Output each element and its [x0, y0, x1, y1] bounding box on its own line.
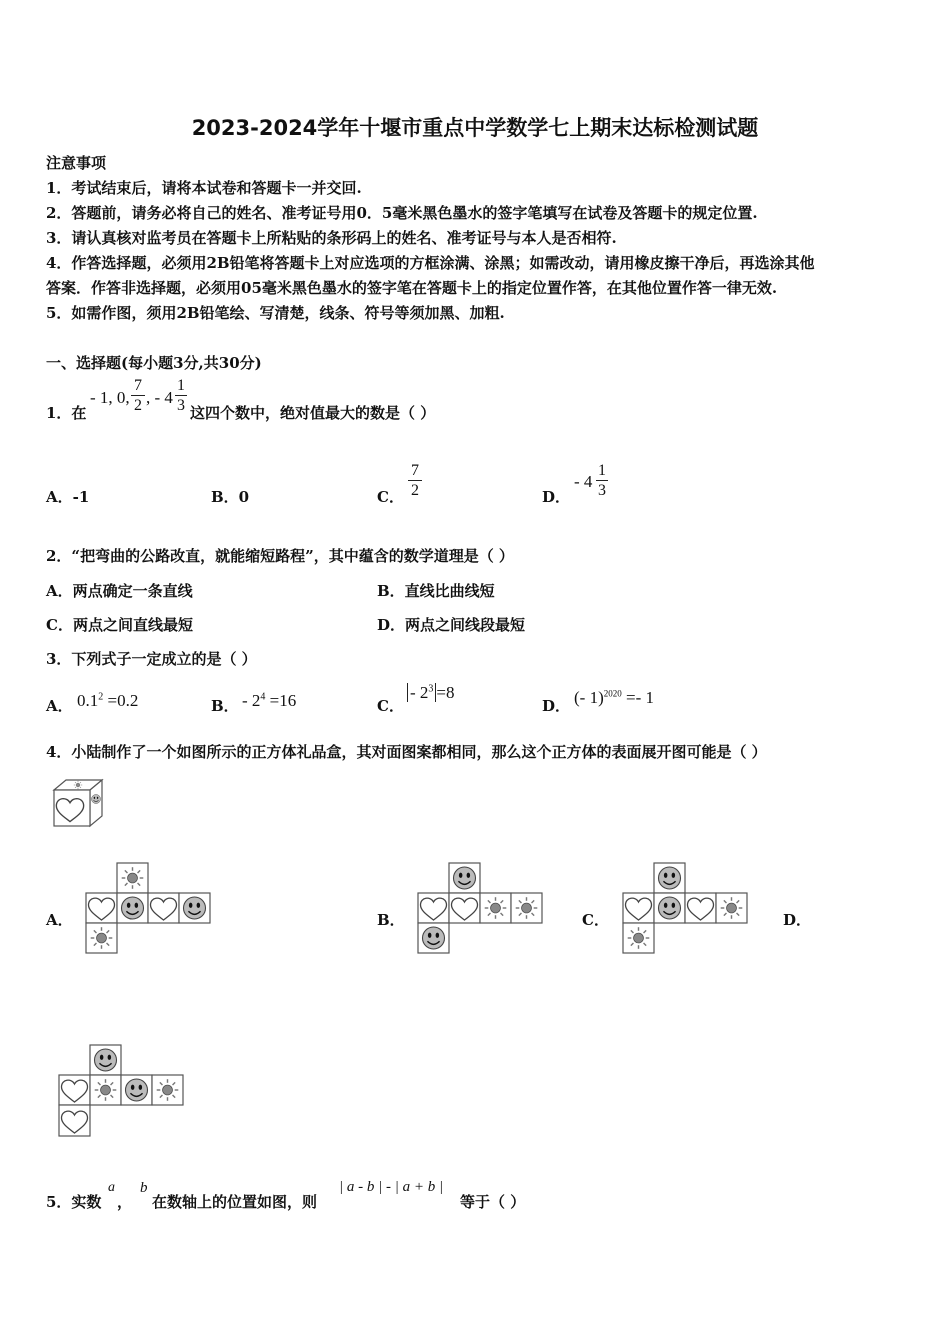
sun-icon — [157, 1079, 179, 1101]
q5-expression: | a - b | - | a + b | — [339, 1179, 444, 1195]
rest: =- 1 — [621, 688, 654, 707]
fraction-bar — [131, 395, 145, 396]
q1-stem: 这四个数中，绝对值最大的数是（ ） — [190, 404, 436, 422]
fraction-denominator: 2 — [411, 482, 419, 499]
q1-mixed-fraction — [175, 377, 187, 414]
q2-option-c: C．两点之间直线最短 — [46, 616, 193, 634]
q4-option-a-label: A． — [46, 911, 73, 929]
fraction-numerator: 7 — [411, 462, 419, 479]
sun-icon — [122, 867, 144, 889]
exponent: 2 — [98, 691, 104, 703]
q3-option-b-expr — [242, 691, 296, 711]
q5-comma: ， — [117, 1193, 133, 1211]
q1-option-c: C． — [377, 488, 404, 506]
q4-net-c — [622, 862, 752, 956]
q1-list-mid: , - 4 — [146, 388, 173, 407]
fraction-bar — [175, 395, 187, 396]
smile-icon — [659, 897, 681, 919]
q1-option-b: B．0 — [211, 488, 250, 506]
fraction-numerator: 1 — [177, 377, 185, 394]
exponent: 4 — [260, 691, 266, 703]
notice-item: 4．作答选择题，必须用2B铅笔将答题卡上对应选项的方框涂满、涂黑；如需改动，请用橡皮擦干净后，再选涂其他 — [46, 254, 815, 272]
notice-item: 1．考试结束后，请将本试卷和答题卡一并交回. — [46, 179, 362, 197]
q1-option-d-whole: - 4 — [574, 472, 593, 491]
q4-stem: 4．小陆制作了一个如图所示的正方体礼品盒，其对面图案都相同，那么这个正方体的表面展开图可能是（ ） — [46, 743, 767, 761]
sun-icon — [91, 927, 113, 949]
q5-var-a: a — [108, 1180, 115, 1195]
notice-item: 答案．作答非选择题，必须用05毫米黑色墨水的签字笔在答题卡上的指定位置作答，在其他位置作答一律无效. — [46, 279, 778, 297]
q3-option-d-label: D． — [542, 697, 571, 715]
notice-item: 3．请认真核对监考员在答题卡上所粘贴的条形码上的姓名、准考证号与本人是否相符. — [46, 229, 617, 247]
fraction-numerator: 7 — [134, 377, 142, 394]
q1-option-d-fraction — [596, 462, 608, 499]
rest: =8 — [436, 683, 455, 702]
q4-option-c-label: C． — [582, 911, 609, 929]
q4-net-d — [58, 1044, 188, 1140]
smile-icon — [659, 867, 681, 889]
absolute-value — [407, 683, 436, 702]
q1-option-a: A．-1 — [46, 488, 90, 506]
q1-list-prefix: - 1, 0, — [90, 388, 130, 407]
q1-number: 1．在 — [46, 404, 87, 422]
q3-option-a-label: A． — [46, 697, 73, 715]
fraction-bar — [408, 480, 422, 481]
notice-item: 5．如需作图，须用2B铅笔绘、写清楚，线条、符号等须加黑、加粗. — [46, 304, 505, 322]
q3-option-c-label: C． — [377, 697, 404, 715]
q5-end-text: 等于（ ） — [460, 1193, 526, 1211]
exponent: 2020 — [603, 688, 622, 699]
smile-icon — [92, 795, 101, 804]
smile-icon — [122, 897, 144, 919]
fraction-denominator: 3 — [177, 397, 185, 414]
smile-icon — [454, 867, 476, 889]
q2-option-b: B．直线比曲线短 — [377, 582, 495, 600]
q3-option-a-expr — [77, 691, 138, 711]
q3-option-c-expr — [407, 683, 455, 703]
rest: =16 — [265, 691, 297, 710]
smile-icon — [126, 1079, 148, 1101]
q4-option-b-label: B． — [377, 911, 405, 929]
q2-option-d: D．两点之间线段最短 — [377, 616, 526, 634]
q2-option-a: A．两点确定一条直线 — [46, 582, 193, 600]
q5-mid-text: 在数轴上的位置如图，则 — [152, 1193, 318, 1211]
q3-option-b-label: B． — [211, 697, 239, 715]
sun-icon — [95, 1079, 117, 1101]
q4-net-a — [85, 862, 215, 956]
notice-item: 2．答题前，请务必将自己的姓名、准考证号用0．5毫米黑色墨水的签字笔填写在试卷及答题卡的规定位置. — [46, 204, 758, 222]
fraction-denominator: 2 — [134, 397, 142, 414]
section-heading: 一、选择题(每小题3分,共30分) — [46, 354, 262, 372]
q5-var-b: b — [140, 1180, 148, 1196]
exponent: 3 — [428, 683, 434, 695]
q1-option-d: D． — [542, 488, 571, 506]
q4-option-d-label: D． — [783, 911, 812, 929]
rest: =0.2 — [103, 691, 139, 710]
smile-icon — [423, 927, 445, 949]
base: - 2 — [242, 691, 261, 710]
q1-option-c-fraction — [408, 462, 422, 499]
sun-icon — [516, 897, 538, 919]
smile-icon — [184, 897, 206, 919]
fraction-denominator: 3 — [598, 482, 606, 499]
smile-icon — [95, 1049, 117, 1071]
page-title: 2023-2024学年十堰市重点中学数学七上期末达标检测试题 — [191, 116, 759, 140]
q4-net-b — [418, 862, 546, 956]
base: - 2 — [410, 683, 429, 702]
base: 0.1 — [77, 691, 99, 710]
sun-icon — [485, 897, 507, 919]
q3-option-d-expr — [574, 688, 654, 708]
sun-icon — [721, 897, 743, 919]
q2-stem: 2．“把弯曲的公路改直，就能缩短路程”，其中蕴含的数学道理是（ ） — [46, 547, 514, 565]
cube-figure — [52, 778, 104, 828]
sun-icon — [628, 927, 650, 949]
q5-number: 5．实数 — [46, 1193, 102, 1211]
fraction-numerator: 1 — [598, 462, 606, 479]
sun-icon — [74, 781, 82, 789]
q3-stem: 3．下列式子一定成立的是（ ） — [46, 650, 257, 668]
notice-heading: 注意事项 — [46, 154, 107, 172]
base: (- 1) — [574, 688, 604, 707]
q1-fraction — [131, 377, 145, 414]
fraction-bar — [596, 480, 608, 481]
